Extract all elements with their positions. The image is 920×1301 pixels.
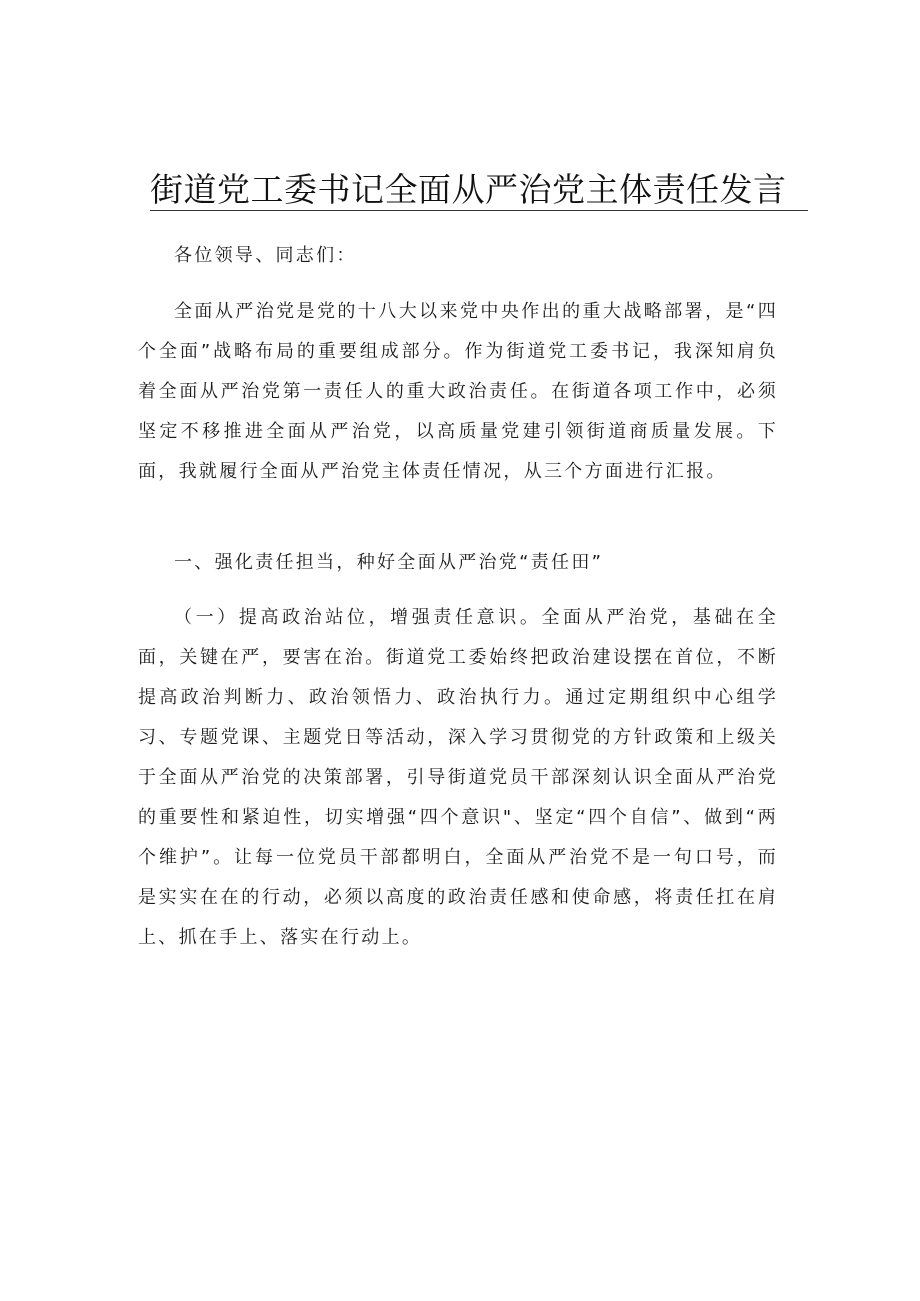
paragraph-section-1-1: （一）提高政治站位，增强责任意识。全面从严治党，基础在全面，关键在严，要害在治。街道党工委始终把政治建设摆在首位，不断提高政治判断力、政治领悟力、政治执行力。通过定期组织中心组学习、专题党课、主题党日等活动，深入学习贯彻党的方针政策和上级关于全面从严治党的决策部署，引导街道党员干部深刻认识全面从严治党的重要性和紧迫性，切实增强“四个意识"、坚定“四个自信”、做到“两个维护”。让每一位党员干部都明白，全面从严治党不是一句口号，而是实实在在的行动，必须以高度的政治责任感和使命感，将责任扛在肩上、抓在手上、落实在行动上。	[138, 607, 778, 948]
section-heading-1: 一、强化责任担当，种好全面从严治党“责任田”	[174, 552, 604, 573]
title-underline	[150, 210, 808, 211]
paragraph-intro: 全面从严治党是党的十八大以来党中央作出的重大战略部署，是“四个全面”战略布局的重要组成部分。作为街道党工委书记，我深知肩负着全面从严治党第一责任人的重大政治责任。在街道各项工作中，必须坚定不移推进全面从严治党，以高质量党建引领街道商质量发展。下面，我就履行全面从严治党主体责任情况，从三个方面进行汇报。	[138, 301, 778, 482]
salutation: 各位领导、同志们：	[174, 245, 357, 266]
document-title: 街道党工委书记全面从严治党主体责任发言	[150, 170, 787, 209]
